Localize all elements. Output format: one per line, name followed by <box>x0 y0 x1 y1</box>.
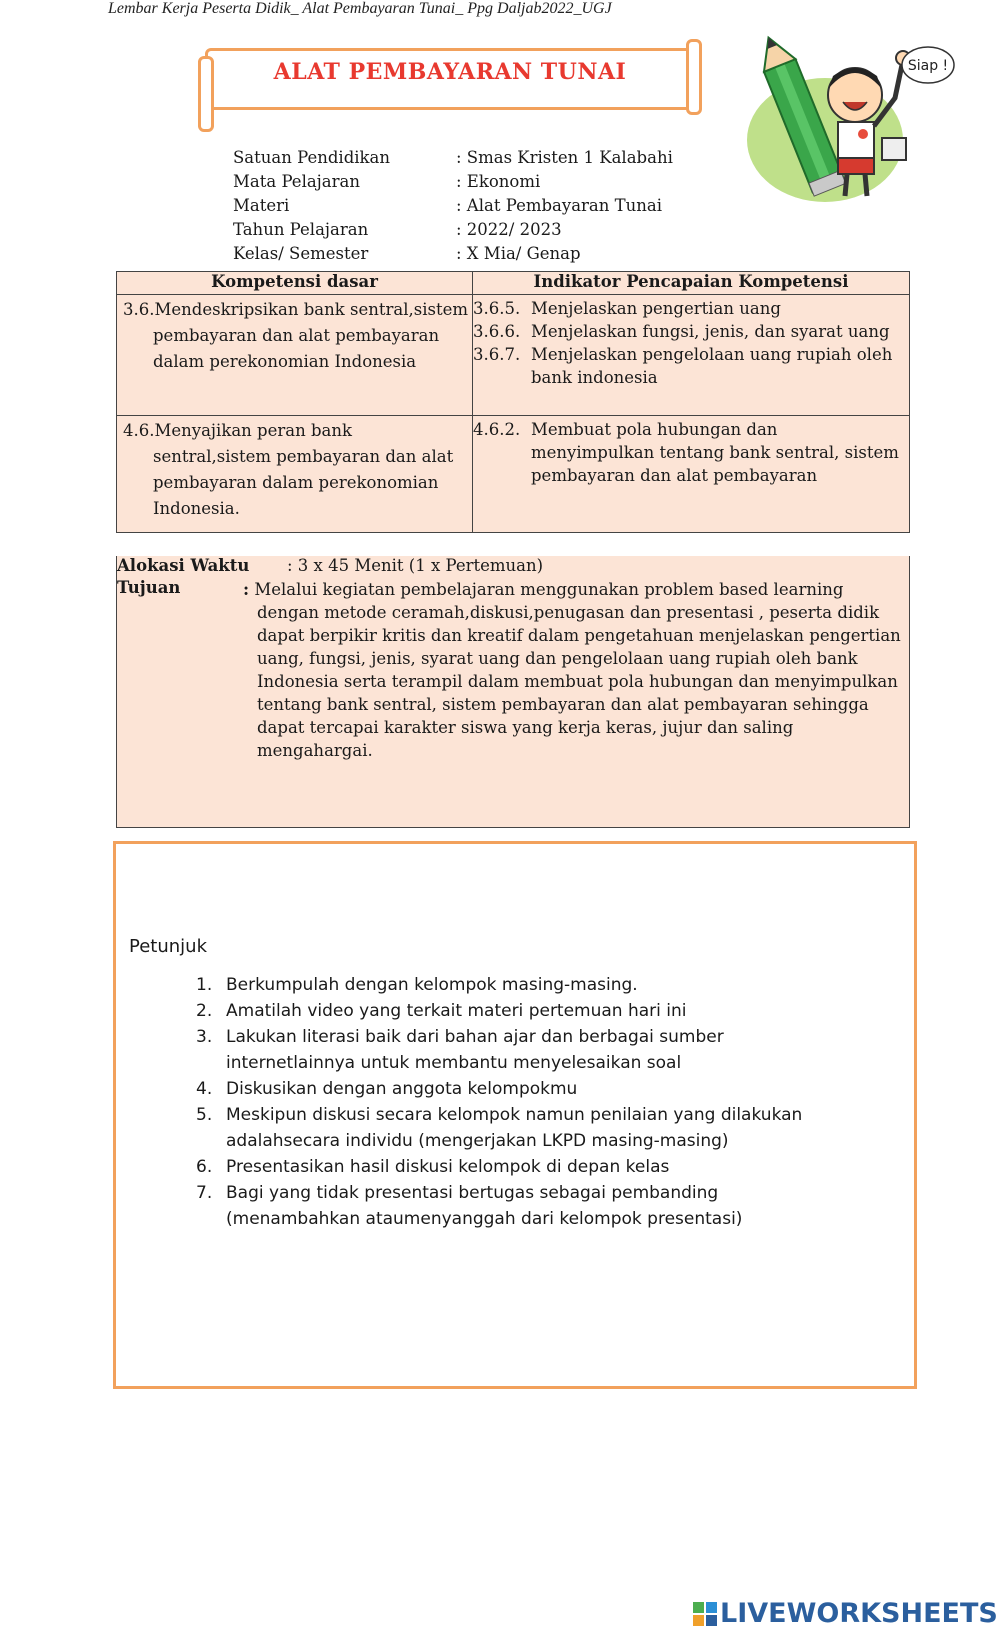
tujuan-label: Tujuan <box>117 578 181 597</box>
list-item: 4. Diskusikan dengan anggota kelompokmu <box>196 1079 578 1099</box>
liveworksheets-logo-icon <box>693 1602 717 1626</box>
title-banner <box>205 48 695 110</box>
indicator-item: 3.6.6. Menjelaskan fungsi, jenis, dan syarat uang <box>473 322 890 341</box>
brand-text: LIVEWORKSHEETS <box>720 1598 998 1629</box>
table-header-ipk: Indikator Pencapaian Kompetensi <box>473 272 910 295</box>
list-item: 1. Berkumpulah dengan kelompok masing-masing. <box>196 975 638 995</box>
indicator-item: 4.6.2. Membuat pola hubungan dan menyimpulkan tentang bank sentral, sistem pembayaran dan alat pembayaran <box>473 420 899 485</box>
objective-box <box>116 556 910 828</box>
kd-text: 3.6.Mendeskripsikan bank sentral,sistem pembayaran dan alat pembayaran dalam perekonomian Indonesia <box>123 300 469 371</box>
kd-text: 4.6.Menyajikan peran bank sentral,sistem pembayaran dan alat pembayaran dalam perekonomian Indonesia. <box>123 421 454 518</box>
instructions-box <box>113 841 917 1389</box>
table-row <box>117 416 910 533</box>
speech-bubble-text: Siap ! <box>907 58 949 74</box>
competency-table <box>116 271 910 533</box>
alokasi-value: : 3 x 45 Menit (1 x Pertemuan) <box>287 556 544 575</box>
list-item: 2. Amatilah video yang terkait materi pertemuan hari ini <box>196 1001 687 1021</box>
tujuan-text: Melalui kegiatan pembelajaran menggunakan problem based learning dengan metode ceramah,diskusi,penugasan dan presentasi , peserta didik dapat berpikir kritis dan kreatif dalam pengetahuan menjelaskan pengertian uang, fungsi, jenis, syarat uang dan pengelolaan uang rupiah oleh bank Indonesia serta terampil dalam membuat pola hubungan dan menyimpulkan tentang bank sentral, sistem pembayaran dan alat pembayaran sehingga dapat tercapai karakter siswa yang kerja keras, jujur dan saling mengahargai. <box>254 580 901 760</box>
tujuan-colon: : <box>243 580 250 599</box>
document-header-line: Lembar Kerja Peserta Didik_ Alat Pembayaran Tunai_ Ppg Daljab2022_UGJ <box>108 0 612 17</box>
tujuan-text-block <box>243 578 905 762</box>
list-item: 6. Presentasikan hasil diskusi kelompok di depan kelas <box>196 1157 670 1177</box>
indicator-item: 3.6.5. Menjelaskan pengertian uang <box>473 299 781 318</box>
instructions-title: Petunjuk <box>129 936 207 957</box>
page-title: ALAT PEMBAYARAN TUNAI <box>273 59 627 85</box>
alokasi-label: Alokasi Waktu <box>117 556 250 575</box>
table-row <box>117 295 910 416</box>
list-item: 3. Lakukan literasi baik dari bahan ajar dan berbagai sumber internetlainnya untuk membantu menyelesaikan soal <box>196 1027 724 1073</box>
indicator-item: 3.6.7. Menjelaskan pengelolaan uang rupiah oleh bank indonesia <box>473 345 893 387</box>
boy-with-pencil-illustration <box>745 30 955 205</box>
list-item: 7. Bagi yang tidak presentasi bertugas sebagai pembanding (menambahkan ataumenyanggah dari kelompok presentasi) <box>196 1183 743 1229</box>
liveworksheets-brand[interactable] <box>693 1598 998 1629</box>
table-header-kd: Kompetensi dasar <box>117 272 473 295</box>
list-item: 5. Meskipun diskusi secara kelompok namun penilaian yang dilakukan adalahsecara individu (mengerjakan LKPD masing-masing) <box>196 1105 803 1151</box>
instructions-list <box>196 972 836 1232</box>
